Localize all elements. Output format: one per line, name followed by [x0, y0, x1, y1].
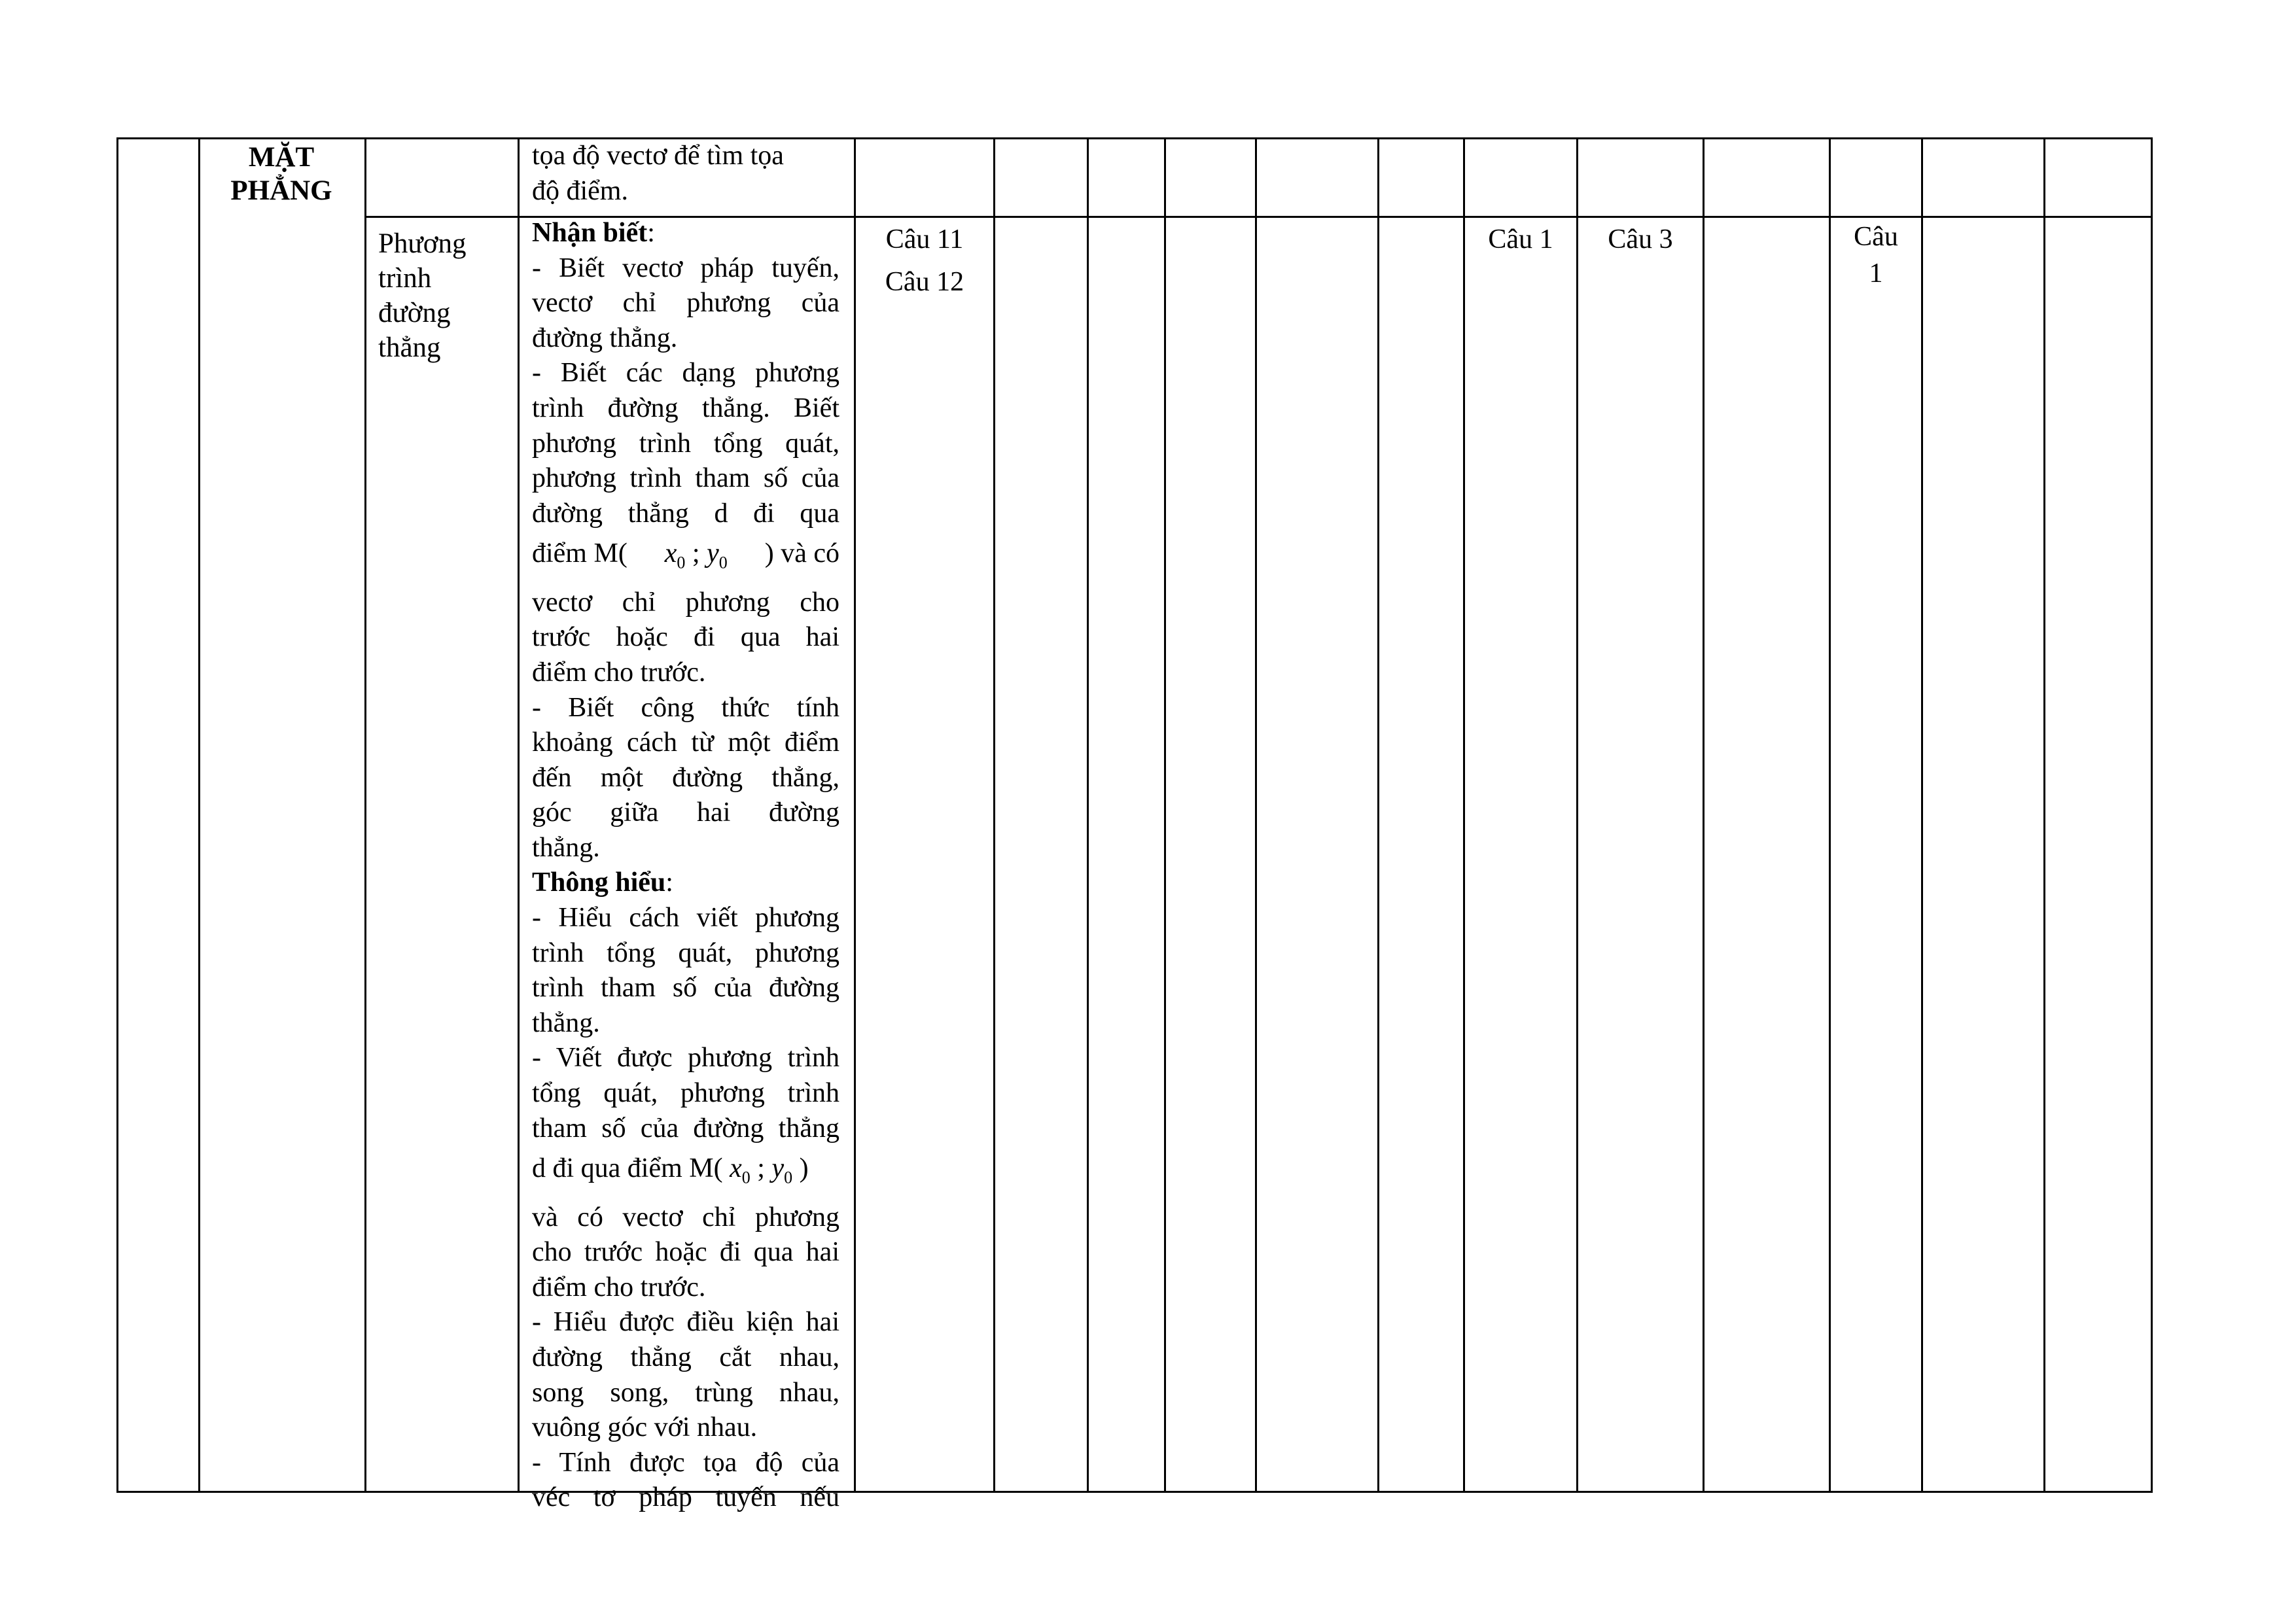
table-border — [2151, 137, 2153, 1493]
question-cell — [856, 218, 993, 304]
table-border — [116, 137, 118, 1493]
coordinate-formula: $x_0$ ; $y_0$ — [664, 538, 728, 572]
question-label: Câu 12 — [885, 267, 964, 297]
content-line: đường thẳng cắt nhau, — [532, 1342, 839, 1372]
content-description — [532, 216, 839, 1516]
content-line: độ điểm. — [532, 175, 628, 206]
content-line: song song, trùng nhau, — [532, 1377, 839, 1408]
content-line: phương trình tham số của — [532, 463, 839, 494]
topic-line: Phương — [378, 228, 467, 259]
content-line: vectơ chỉ phương cho — [532, 587, 839, 618]
understanding-heading: Thông hiểu: — [532, 867, 673, 898]
content-line: góc giữa hai đường — [532, 797, 839, 828]
question-cell: Câu 1 — [1488, 224, 1553, 254]
table-divider — [518, 137, 520, 1493]
table-divider — [1703, 137, 1704, 1493]
table-divider — [1463, 137, 1465, 1493]
question-label: Câu 11 — [885, 224, 964, 254]
content-line: - Hiểu được điều kiện hai — [532, 1307, 839, 1338]
content-line: tọa độ vectơ để tìm tọa — [532, 141, 784, 171]
content-line: - Hiểu cách viết phương — [532, 903, 839, 934]
point-formula-line: điểm M( $x_0$ ; $y_0$ ) và có — [532, 531, 839, 585]
table-divider — [364, 137, 366, 1493]
table-divider — [2043, 137, 2045, 1493]
topic-line: đường — [378, 298, 451, 328]
table-divider — [1829, 137, 1831, 1493]
subject-title: MẶT PHẲNG — [230, 142, 332, 206]
question-cell — [1831, 218, 1921, 292]
table-divider — [198, 137, 200, 1493]
content-line: - Viết được phương trình — [532, 1043, 839, 1073]
content-line: thẳng. — [532, 1007, 600, 1038]
content-line: trước hoặc đi qua hai — [532, 622, 839, 653]
content-line: thẳng. — [532, 832, 600, 863]
topic-line: trình — [378, 263, 432, 294]
content-line: - Biết công thức tính — [532, 692, 839, 723]
content-line: trình tổng quát, phương — [532, 937, 839, 968]
coordinate-formula: $x_0$ ; $y_0$ — [730, 1153, 793, 1187]
topic-line: thẳng — [378, 332, 441, 363]
content-line: - Tính được tọa độ của — [532, 1447, 839, 1478]
table-divider — [1164, 137, 1166, 1493]
question-label: Câu — [1854, 222, 1898, 252]
table-divider — [1377, 137, 1379, 1493]
table-divider — [1921, 137, 1923, 1493]
content-line: cho trước hoặc đi qua hai — [532, 1237, 839, 1268]
content-line: đường thẳng d đi qua — [532, 498, 839, 529]
content-line: và có vectơ chỉ phương — [532, 1202, 839, 1232]
table-divider — [1576, 137, 1578, 1493]
content-line: điểm cho trước. — [532, 657, 706, 688]
content-line: - Biết các dạng phương — [532, 358, 839, 389]
table-divider — [1087, 137, 1089, 1493]
table-border — [116, 1491, 2153, 1493]
content-line: - Biết vectơ pháp tuyến, — [532, 253, 839, 283]
recognition-heading: Nhận biết: — [532, 218, 655, 248]
table-divider — [1255, 137, 1257, 1493]
question-label: 1 — [1869, 258, 1883, 288]
topic-cell — [378, 226, 509, 365]
content-line: vectơ chỉ phương của — [532, 288, 839, 319]
content-line: phương trình tổng quát, — [532, 428, 839, 459]
table-divider — [993, 137, 995, 1493]
content-line: trình tham số của đường — [532, 973, 839, 1003]
table-border — [116, 137, 2153, 139]
content-line: điểm cho trước. — [532, 1272, 706, 1302]
content-line: tổng quát, phương trình — [532, 1078, 839, 1109]
question-cell: Câu 3 — [1608, 224, 1673, 254]
table-divider — [854, 137, 856, 1493]
content-line: trình đường thẳng. Biết — [532, 393, 839, 423]
content-line: vuông góc với nhau. — [532, 1412, 758, 1443]
content-line: đường thẳng. — [532, 323, 678, 353]
content-line: đến một đường thẳng, — [532, 762, 839, 793]
content-line: khoảng cách từ một điểm — [532, 727, 839, 758]
content-line: véc tơ pháp tuyến nếu — [532, 1482, 839, 1513]
content-continued — [532, 139, 813, 209]
content-line: tham số của đường thẳng — [532, 1113, 839, 1143]
point-formula-line: d đi qua điểm M( $x_0$ ; $y_0$ ) — [532, 1153, 809, 1187]
